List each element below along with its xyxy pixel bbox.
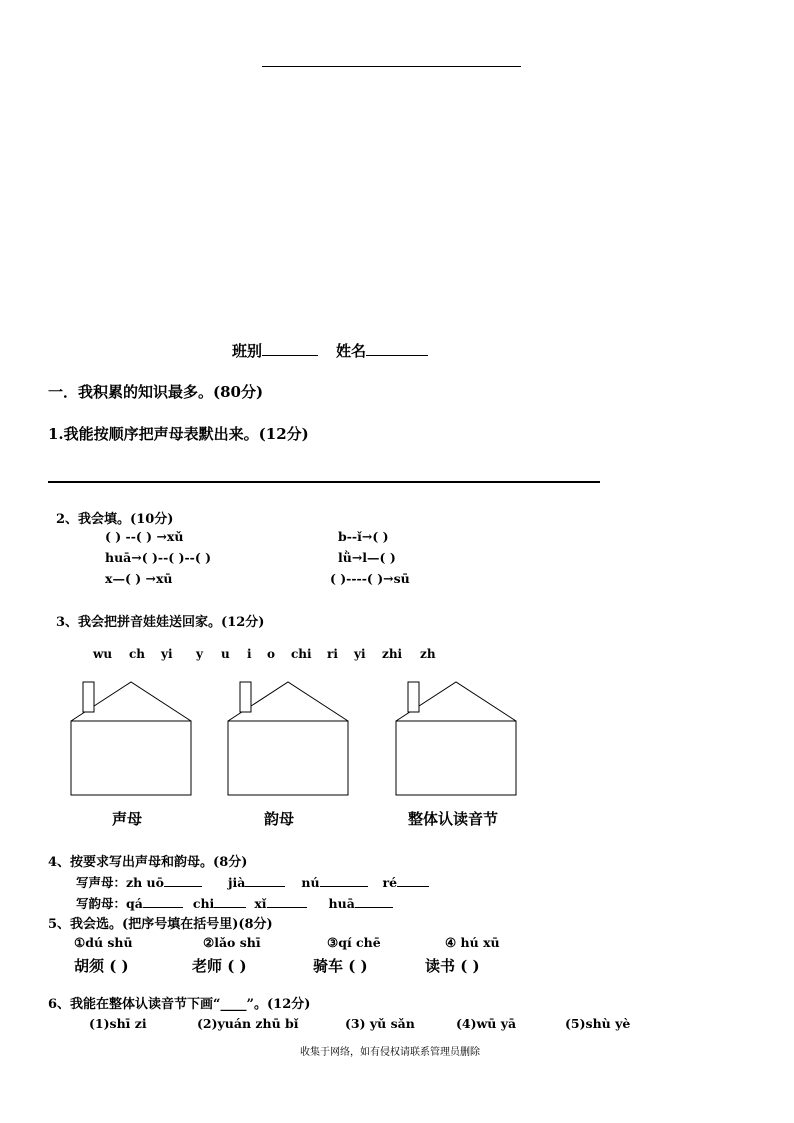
q3-letter[interactable]: yi [354,647,366,661]
q3-letter[interactable]: zh [420,647,436,661]
q6-item[interactable]: (5)shù yè [565,1016,631,1031]
answer-blank[interactable] [320,872,368,887]
q1-title: 1.我能按顺序把声母表默出来。(12分) [48,425,309,443]
name-blank[interactable] [366,341,428,356]
q2-row1-left: ( ) --( ) →xǔ [105,529,184,544]
class-label: 班别 [232,342,263,360]
q2-row1-right: b--ǐ→( ) [338,529,389,544]
q5-option: ④ hú xū [445,935,500,950]
q5-word[interactable]: 胡须 ( ) [74,957,129,975]
house-zhengti[interactable] [393,680,519,798]
q2-row3-right: ( )----( )→sū [330,571,410,586]
q3-letter[interactable]: i [247,647,252,661]
answer-blank[interactable] [355,893,393,908]
q4-item: qá [126,896,143,911]
answer-blank[interactable] [267,893,307,908]
q3-letter[interactable]: yi [161,647,173,661]
answer-blank[interactable] [214,893,246,908]
q6-item[interactable]: (2)yuán zhū bǐ [197,1016,299,1031]
house-label-zhengti: 整体认读音节 [408,810,499,828]
q4-item: xǐ [254,896,267,911]
q4-title: 4、按要求写出声母和韵母。(8分) [48,855,248,870]
q5-title: 5、我会选。(把序号填在括号里)(8分) [48,917,273,932]
q3-letter[interactable]: zhi [382,647,403,661]
q2-row2-right: lǜ→l—( ) [338,550,396,565]
q4-item: huā [328,896,355,911]
q4-yunmu-label: 写韵母： [76,896,127,911]
q1-answer-line[interactable] [48,481,600,483]
q2-row3-left: x—( ) →xū [105,571,173,586]
q3-letter[interactable]: chi [291,647,312,661]
q4-item: chi [192,896,215,911]
name-field [336,340,428,361]
top-title-rule [262,66,521,67]
q6-title: 6、我能在整体认读音节下画“____”。(12分) [48,997,311,1012]
house-shengmu[interactable] [68,680,194,798]
answer-blank[interactable] [397,872,429,887]
q4-yunmu-row [76,893,393,912]
house-label-shengmu: 声母 [112,810,143,828]
q3-letter[interactable]: ch [129,647,146,661]
q3-letter[interactable]: wu [93,647,113,661]
section1-title: 一．我积累的知识最多。(80分) [48,383,264,401]
q5-word[interactable]: 老师 ( ) [192,957,247,975]
q2-row2-left: huā→( )--( )--( ) [105,550,212,565]
footer-disclaimer: 收集于网络，如有侵权请联系管理员删除 [300,1047,480,1058]
answer-blank[interactable] [245,872,285,887]
answer-blank[interactable] [143,893,183,908]
q5-option: ③qí chē [327,935,381,950]
q5-word[interactable]: 读书 ( ) [425,957,480,975]
q4-item: jià [227,875,246,890]
q2-title: 2、我会填。(10分) [56,512,174,527]
q5-option: ①dú shū [74,935,133,950]
q4-shengmu-label: 写声母： [76,875,127,890]
q3-letter[interactable]: u [221,647,230,661]
q4-shengmu-row [76,872,429,891]
class-field [232,340,318,361]
q5-word[interactable]: 骑车 ( ) [313,957,368,975]
q3-title: 3、我会把拼音娃娃送回家。(12分) [56,615,265,630]
q4-item: nú [301,875,320,890]
house-label-yunmu: 韵母 [264,810,295,828]
q4-item: zh uō [126,875,164,890]
answer-blank[interactable] [164,872,202,887]
q3-letter[interactable]: ri [327,647,338,661]
name-label: 姓名 [336,342,367,360]
house-yunmu[interactable] [225,680,351,798]
q4-item: ré [382,875,398,890]
q6-item[interactable]: (3) yǔ sǎn [345,1016,415,1031]
q5-option: ②lǎo shī [203,935,261,950]
q3-letter[interactable]: o [267,647,276,661]
class-blank[interactable] [262,341,318,356]
q6-item[interactable]: (1)shī zi [89,1016,147,1031]
q6-item[interactable]: (4)wū yā [456,1016,517,1031]
q3-letter[interactable]: y [196,647,203,661]
